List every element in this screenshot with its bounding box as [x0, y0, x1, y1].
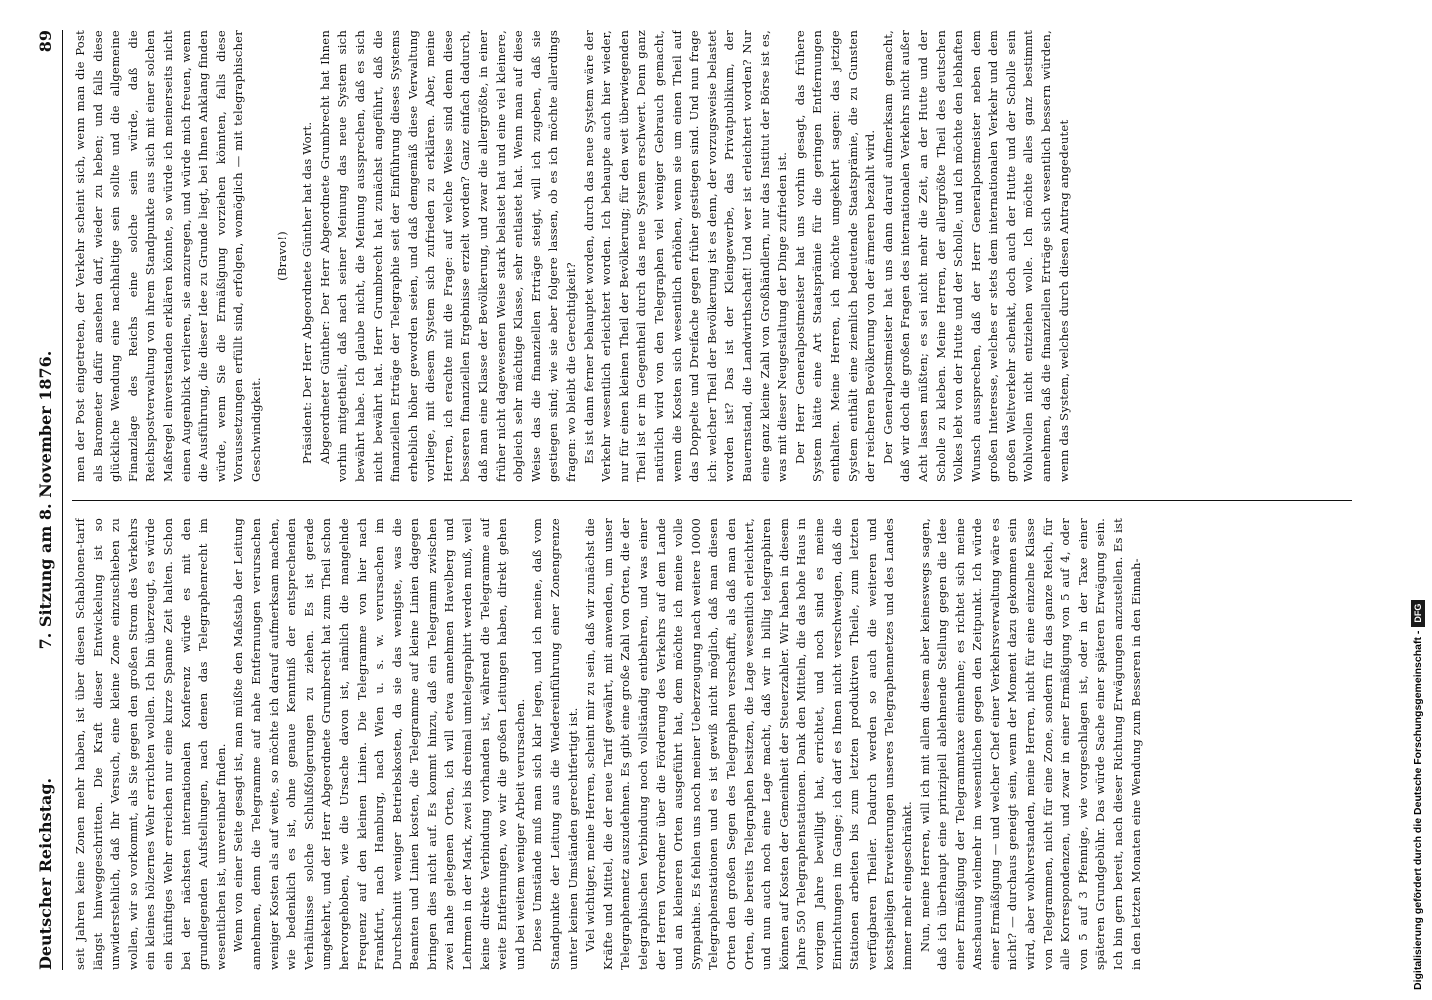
paragraph: Viel wichtiger, meine Herren, scheint mir zu sein, daß wir zunächst die Kräfte und Mittel, die der neue Tarif gewährt, mit anwenden, um unser Telegraphennetz auszudehnen. Es gibt eine große Zahl von Orten, die der telegraphischen Verbindung noch vollständig entbehren, und was einer der Herren Vorredner über die Förderung des Verkehrs auf dem Lande und an kleineren Orten ausgeführt hat, dem möchte ich meine volle Sympathie. Es fehlen uns noch meiner Ueberzeugung nach weitere 10000 Telegraphenstationen und es ist gewiß nicht möglich, daß man diesen Orten den großen Segen des Telegraphen verschafft, als daß man den Orten, die bereits Telegraphen besitzen, die Lage wesentlich erleichtert, und nun auch noch eine Lage macht, daß wir in billig telegraphiren können auf Kosten der Gemeinheit der Steuerzahler. Wir haben in diesem Jahre 550 Telegraphenstationen. Dank den Mitteln, die das hohe Haus in vorigem Jahre bewilligt hat, errichtet, und noch sind es meine Einrichtungen im Gange; ich darf es Ihnen nicht verschweigen, daß die Stationen arbeiten bis zum letzten produktiven Theile, zum letzten verfügbaren Theiler. Dadurch werden so auch die weiteren und kostspieligen Erweiterungen unseres Telegraphennetzes und des Landes immer mehr eingeschränkt.: [583, 518, 914, 970]
dfg-logo: DFG: [1411, 600, 1425, 627]
header-publication: Deutscher Reichstag.: [36, 777, 55, 970]
left-column: [72, 518, 1362, 970]
paragraph: Nun, meine Herren, will ich mit allem diesem aber keineswegs sagen, daß ich überhaupt eine prinzipiell ablehnende Stellung gegen die Idee einer Ermäßigung der Telegrammtaxe einnehme; es richtet sich meine Anschauung vielmehr im wesentlichen gegen den Zeitpunkt. Ich würde einer Ermäßigung — und welcher Chef einer Verkehrsverwaltung wäre es nicht? — durchaus geneigt sein, wenn der Moment dazu gekommen sein wird, aber wohlverstanden, meine Herren, nicht für eine einzelne Klasse von Telegrammen, nicht für eine Zone, sondern für das ganze Reich, für alle Korrespondenzen, und zwar in einer Ermäßigung von 5 auf 4, oder von 5 auf 3 Pfennige, wie vorgeschlagen ist, oder in der Taxe einer späteren Grundgebühr. Das würde Sache einer späteren Erwägung sein. Ich bin gern bereit, nach dieser Richtung Erwägungen anzustellen. Es ist in den letzten Monaten eine Wendung zum Besseren in den Einnah-: [917, 518, 1143, 970]
speaker-paragraph: Abgeordneter Günther: Der Herr Abgeordnete Grumbrecht hat Ihnen vorhin mitgetheilt, daß nach seiner Meinung das neue System sich bewährt habe. Ich glaube nicht, die Meinung aussprechen, daß es sich nicht bewährt hat. Herr Grumbrecht hat zunächst angeführt, daß die finanziellen Erträge der Telegraphie seit der Einführung dieses Systems erheblich höher geworden seien, und daß demgemäß diese Verwaltung vorliege, mit diesem System sich zufrieden zu erklären. Aber, meine Herren, ich erachte mit die Frage: auf welche Weise sind denn diese besseren finanziellen Ergebnisse erzielt worden? Ganz einfach dadurch, daß man eine Klasse der Bevölkerung, und zwar die allergrößte, in einer früher nicht dagewesenen Weise stark belastet hat und eine viel kleinere, obgleich sehr mächtige Klasse, sehr entlastet hat. Wenn man auf diese Weise das die finanziellen Erträge steigt, will ich zugeben, daß sie gestiegen sind; wie sie aber folgere lassen, ob es ich möchte allerdings fragen: wo bleibt die Gerechtigkeit?: [317, 30, 579, 482]
paragraph: Diese Umstände muß man sich klar legen, und ich meine, daß vom Standpunkte der Leitung aus die Wiedereinführung einer Zonengrenze unter keinen Umständen gerechtfertigt ist.: [530, 518, 580, 970]
paragraph: Der Herr Generalpostmeister hat uns vorhin gesagt, das frühere System hätte eine Art Staatsprämie für die geringen Entfernungen enthalten. Meine Herren, ich möchte umgekehrt sagen: das jetzige System enthält eine ziemlich bedeutende Staatsprämie, die zu Gunsten der reicheren Bevölkerung von der ärmeren bezahlt wird.: [792, 30, 878, 482]
header-page-number: 89: [36, 30, 55, 53]
digitization-credit: [1402, 0, 1432, 1000]
paragraph: Es ist dann ferner behauptet worden, durch das neue System wäre der Verkehr wesentlich erleichtert worden. Ich behaupte auch hier wieder, nur für einen kleinen Theil der Bevölkerung; für den weit überwiegenden Theil ist er im Gegentheil durch das neue System erschwert. Denn ganz natürlich wird von den Telegraphen viel weniger Gebrauch gemacht, wenn die Kosten sich wesentlich erhöhen, wenn sie um einen Theil auf das Doppelte und Dreifache gegen früher gestiegen sind. Und nun frage ich: welcher Theil der Bevölkerung ist es denn, der vorzugsweise belastet worden ist? Das ist der Kleingewerbe, das Privatpublikum, der Bauernstand, die Landwirthschaft! Und wer ist erleichtert worden? Nur eine ganz kleine Zahl von Großhändlern, nur das Institut der Börse ist es, was mit dieser Neugestaltung der Dinge zufrieden ist.: [581, 30, 790, 482]
credit-text: Digitalisierung gefördert durch die Deutsche Forschungsgemeinschaft -: [1412, 630, 1424, 990]
header-rule: [62, 30, 63, 970]
paragraph: Der Generalpostmeister hat uns dann darauf aufmerksam gemacht, daß wir doch die großen Fragen des internationalen Verkehrs nicht außer Acht lassen müßten; es sei nicht mehr die Zeit, an der Hutte und der Scholle zu kleben. Meine Herren, der allergrößte Theil des deutschen Volkes lebt von der Hutte und der Scholle, und ich möchte den lebhaften Wunsch aussprechen, daß der Herr Generalpostmeister neben dem großen Interesse, welches er stets dem internationalen Verkehr und dem großen Weltverkehr schenkt, doch auch der Hutte und der Scholle sein Wohlwollen nicht entziehen wolle. Ich möchte alles ganz bestimmt annehmen, daß die finanziellen Erträge sich wesentlich bessern würden, wenn das System, welches durch diesen Antrag angedeutet: [880, 30, 1071, 482]
paragraph: Wenn von einer Seite gesagt ist, man müßte den Maßstab der Leitung annehmen, denn die Telegramme auf nahe Entfernungen verursachen weniger Kosten als auf weite, so möchte ich darauf aufmerksam machen, wie bedenklich es ist, ohne genaue Kenntniß der entsprechenden Verhältnisse solche Schlußfolgerungen zu ziehen. Es ist gerade umgekehrt, und der Herr Abgeordnete Grumbrecht hat zum Theil schon hervorgehoben, wie die Ursache davon ist, nämlich die mangelnde Frequenz auf den kleinen Linien. Die Telegramme von hier nach Frankfurt, nach Hamburg, nach Wien u. s. w. verursachen im Durchschnitt weniger Betriebskosten, da sie das wenigste, was die Beamten und Linien kosten, die Telegramme auf kleine Linien dagegen bringen dies nicht auf. Es kommt hinzu, daß ein Telegramm zwischen zwei nahe gelegenen Orten, ich will etwa annehmen Havelberg und Lehrmen in der Mark, zwei bis dreimal umtelegraphirt werden muß, weil keine direkte Verbindung vorhanden ist, während die Telegramme auf weite Entfernungen, wo wir die großen Leitungen haben, direkt gehen und bei weitem weniger Arbeit verursachen.: [231, 518, 527, 970]
page-header: [36, 30, 60, 970]
column-divider: [72, 500, 1352, 501]
applause-note: (Bravo!): [274, 231, 289, 281]
right-column: [72, 30, 1362, 482]
speaker-paragraph: Präsident: Der Herr Abgeordnete Günther hat das Wort.: [300, 121, 315, 464]
paragraph: seit Jahren keine Zonen mehr haben, ist über diesen Schablonen-tarif längst hinweggeschritten. Die Kraft dieser Entwickelung ist so unwiderstehlich, daß Ihr Versuch, eine kleine Zone einzuschieben zu wollen, wir so vorkommt, als Sie gegen den großen Strom des Verkehrs ein kleines hölzernes Wehr errichten wollen. Ich bin überzeugt, es würde ein künftiges Wehr erreichen nur eine kurze Spanne Zeit halten. Schon bei der nächsten internationalen Konferenz würde es mit den grundlegenden Aufstellungen, nach denen das Telegraphenrecht im wesentlichen ist, unvereinbar finden.: [73, 518, 228, 970]
header-session: 7. Sitzung am 8. November 1876.: [36, 350, 55, 650]
paragraph: men der Post eingetreten, der Verkehr scheint sich, wenn man die Post als Barometer dafür ansehen darf, wieder zu heben; und falls diese glückliche Wendung eine nachhaltige sein sollte und die allgemeine Finanzlage des Reichs eine solche sein würde, daß die Reichspostverwaltung von ihrem Standpunkte aus sich mit einer solchen Maßregel einverstanden erklären könnte, so würde ich meinerseits nicht einen Augenblick verlieren, sie anzuregen, und würde mich freuen, wenn die Ausführung, die dieser Idee zu Grunde liegt, bei Ihnen Anklang finden würde, wenn Sie die Ermäßigung vorziehen könnten, falls diese Voraussetzungen erfüllt sind, erfolgen, womöglich — mit telegraphischer Geschwindigkeit.: [73, 30, 263, 482]
